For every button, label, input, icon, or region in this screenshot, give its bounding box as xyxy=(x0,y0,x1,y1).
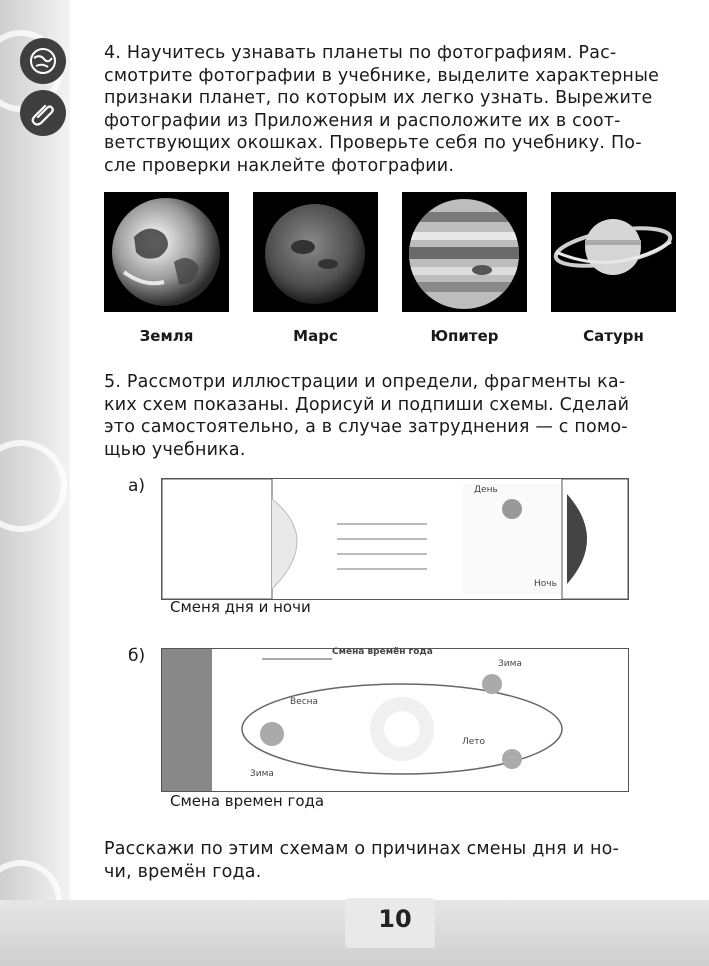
season-summer-label: Лето xyxy=(462,737,486,747)
task4-line: признаки планет, по которым их легко узнать. Вырежите xyxy=(104,88,653,108)
season-spring-label: Весна xyxy=(290,697,319,707)
season-winter-label-2: Зима xyxy=(498,659,522,669)
season-winter-label: Зима xyxy=(250,769,274,779)
task4-paragraph xyxy=(104,42,686,177)
seasons-diagram xyxy=(162,649,628,791)
seasons-title: Смена времён года xyxy=(332,647,433,657)
task4-line: ветствующих окошках. Проверьте себя по учебнику. По- xyxy=(104,133,642,153)
globe-icon xyxy=(20,38,66,84)
task5-paragraph xyxy=(104,371,686,461)
planet-caption-mars: Марс xyxy=(293,327,338,345)
diagram-b-box xyxy=(161,648,629,792)
jupiter-photo xyxy=(402,192,527,312)
planet-caption-saturn: Сатурн xyxy=(583,327,644,345)
closing-line: Расскажи по этим схемам о причинах смены дня и но- xyxy=(104,839,620,859)
closing-line: чи, времён года. xyxy=(104,861,262,882)
day-label: День xyxy=(474,485,498,495)
day-night-diagram xyxy=(162,479,628,599)
diagram-a-box xyxy=(161,478,629,600)
planet-caption-earth: Земля xyxy=(139,327,194,345)
night-label: Ночь xyxy=(534,579,557,589)
diagram-b-label: б) xyxy=(128,646,146,666)
diagram-a-label: а) xyxy=(128,476,146,496)
task5-line: это самостоятельно, а в случае затруднения — с помо- xyxy=(104,417,628,437)
diagram-b-caption: Смена времен года xyxy=(170,792,325,810)
page-number: 10 xyxy=(378,905,412,933)
task5-line: щью учебника. xyxy=(104,439,246,460)
left-decorative-strip xyxy=(0,0,70,966)
task4-line: сле проверки наклейте фотографии. xyxy=(104,155,455,176)
planet-caption-jupiter: Юпитер xyxy=(430,327,499,345)
closing-paragraph xyxy=(104,838,686,883)
task4-line: фотографии из Приложения и расположите их в соот- xyxy=(104,110,621,131)
diagram-a-caption: Сменя дня и ночи xyxy=(170,598,311,616)
task5-line: 5. Рассмотри иллюстрации и определи, фрагменты ка- xyxy=(104,372,626,392)
saturn-photo xyxy=(551,192,676,312)
paperclip-icon xyxy=(20,90,66,136)
mars-photo xyxy=(253,192,378,312)
earth-photo xyxy=(104,192,229,312)
task4-line: 4. Научитесь узнавать планеты по фотографиям. Рас- xyxy=(104,43,617,63)
task4-line: смотрите фотографии в учебнике, выделите характерные xyxy=(104,65,660,86)
task5-line: ких схем показаны. Дорисуй и подпиши схемы. Сделай xyxy=(104,394,630,415)
